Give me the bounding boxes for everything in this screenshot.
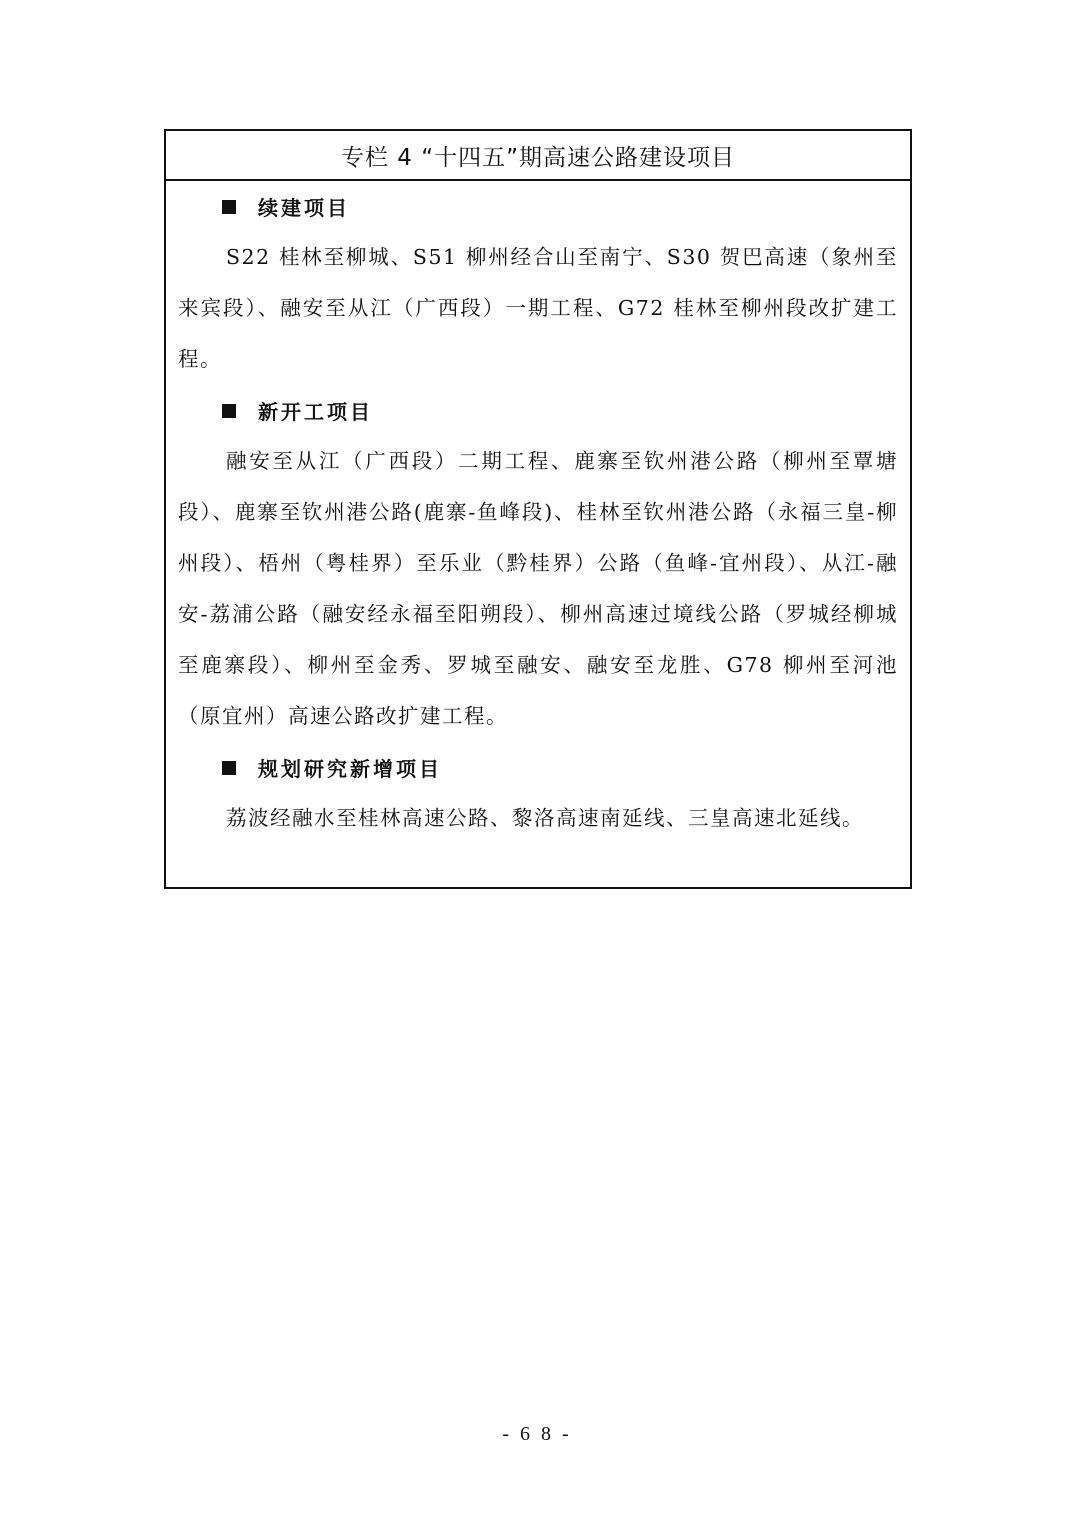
square-bullet-icon — [222, 200, 236, 214]
section-heading-label: 新开工项目 — [258, 400, 373, 424]
section-heading — [178, 181, 898, 232]
page-number: - 6 8 - — [502, 1423, 572, 1445]
section-paragraph: 荔波经融水至桂林高速公路、黎洛高速南延线、三皇高速北延线。 — [226, 806, 864, 830]
section-paragraph: 融安至从江（广西段）二期工程、鹿寨至钦州港公路（柳州至覃塘段）、鹿寨至钦州港公路(鹿寨-鱼峰段)、桂林至钦州港公路（永福三皇-柳州段）、梧州（粤桂界）至乐业（黔桂界）公路（鱼峰-宜州段）、从江-融安-荔浦公路（融安经永福至阳朔段）、柳州高速过境线公路（罗城经柳城至鹿寨段）、柳州至金秀、罗城至融安、融安至龙胜、G78 柳州至河池（原宜州）高速公路改扩建工程。 — [178, 449, 898, 728]
column-title: 专栏 4 “十四五”期高速公路建设项目 — [166, 131, 910, 181]
column-body — [166, 181, 910, 844]
section-paragraph: S22 桂林至柳城、S51 柳州经合山至南宁、S30 贺巴高速（象州至来宾段）、融安至从江（广西段）一期工程、G72 桂林至柳州段改扩建工程。 — [178, 245, 898, 371]
section-heading-label: 规划研究新增项目 — [258, 757, 442, 781]
square-bullet-icon — [222, 404, 236, 418]
section-heading — [178, 385, 898, 436]
section-planned-study-projects — [178, 742, 898, 844]
section-new-start-projects — [178, 385, 898, 742]
project-column-box — [164, 129, 912, 889]
square-bullet-icon — [222, 761, 236, 775]
section-heading-label: 续建项目 — [258, 196, 350, 220]
section-continued-projects — [178, 181, 898, 385]
section-heading — [178, 742, 898, 793]
